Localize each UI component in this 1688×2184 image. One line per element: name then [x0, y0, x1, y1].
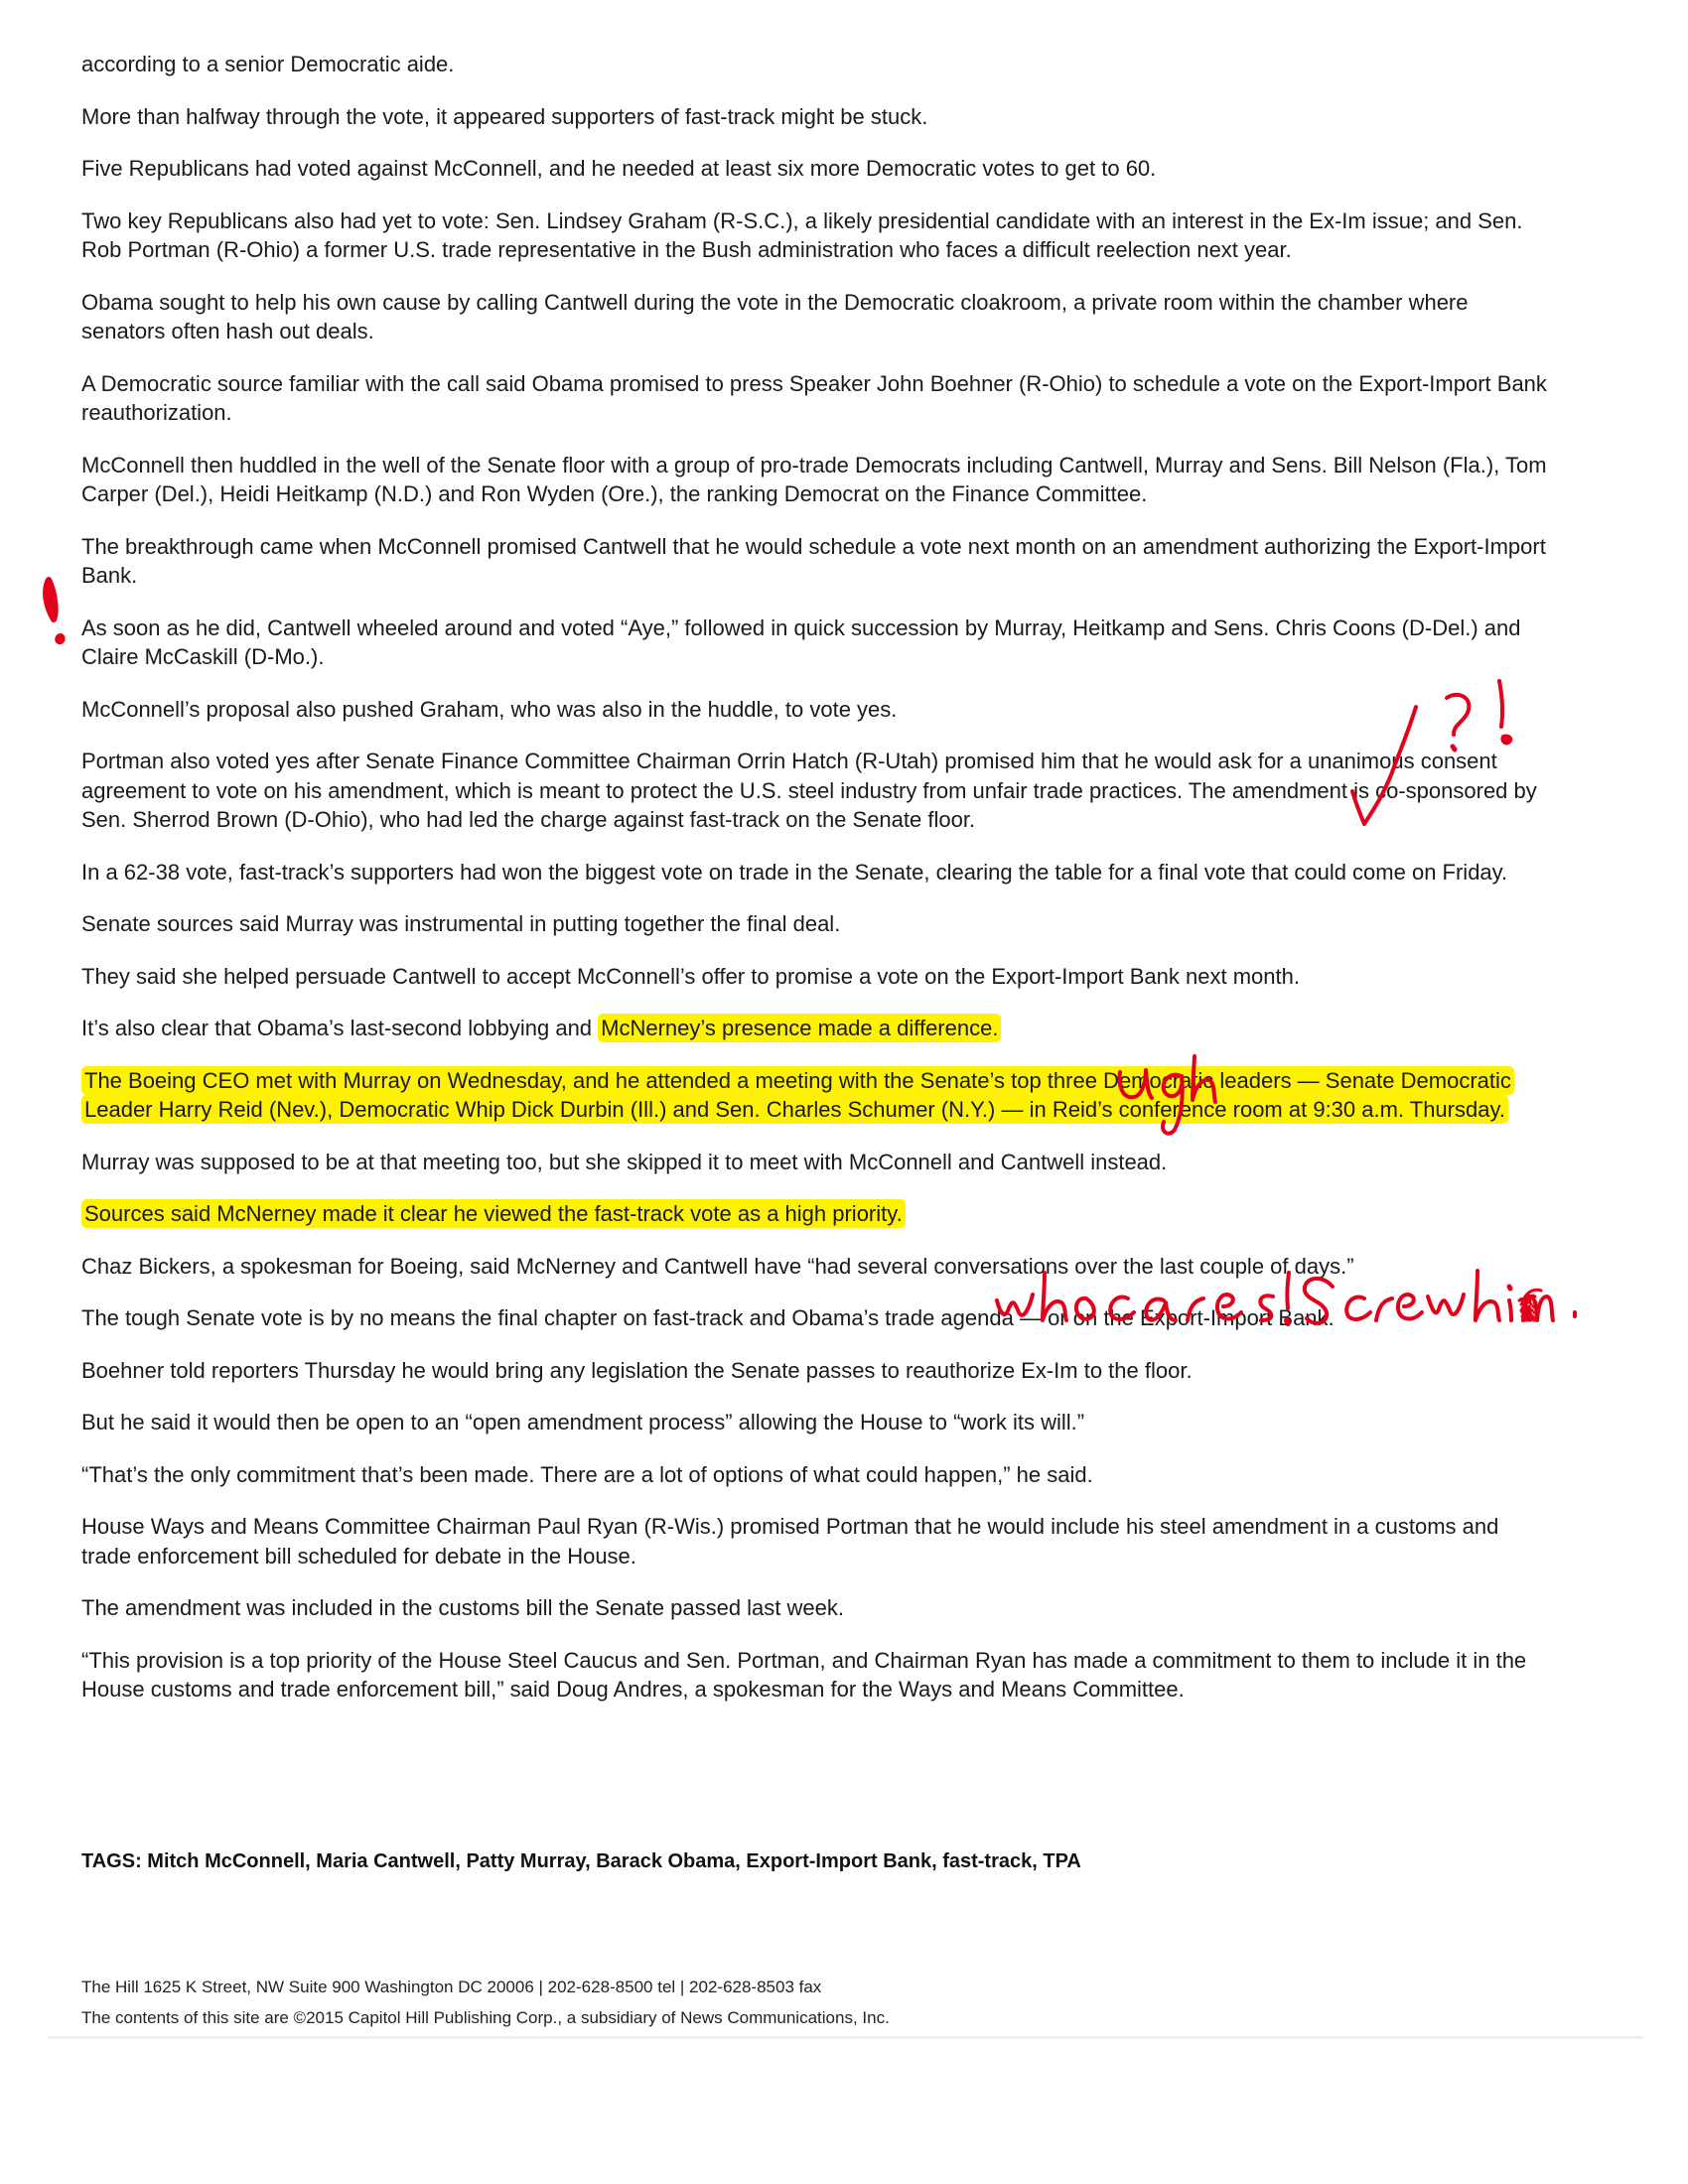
highlighted-text: McNerney’s presence made a difference.	[598, 1014, 1001, 1042]
paragraph-text: McConnell’s proposal also pushed Graham, who was also in the huddle, to vote yes.	[81, 696, 898, 722]
paragraph-text: “This provision is a top priority of the House Steel Caucus and Sen. Portman, and Chairman Ryan has made a commitment to them to include it in the House customs and trade enforcement bill,” said Doug Andres, a spokesman for the Ways and Means Committee.	[81, 1647, 1527, 1702]
paragraph-text: Senate sources said Murray was instrumental in putting together the final deal.	[81, 911, 841, 936]
article-tags: TAGS: Mitch McConnell, Maria Cantwell, Patty Murray, Barack Obama, Export-Import Bank, fast-track, TPA	[81, 1850, 1081, 1872]
footer-address: The Hill 1625 K Street, NW Suite 900 Washington DC 20006 | 202-628-8500 tel | 202-628-8503 fax	[81, 1978, 822, 1996]
paragraph-text: House Ways and Means Committee Chairman Paul Ryan (R-Wis.) promised Portman that he would include his steel amendment in a customs and trade enforcement bill scheduled for debate in the House.	[81, 1514, 1499, 1569]
paragraph-text: More than halfway through the vote, it appeared supporters of fast-track might be stuck.	[81, 103, 928, 129]
paragraph-text: As soon as he did, Cantwell wheeled around and voted “Aye,” followed in quick succession by Murray, Heitkamp and Sens. Chris Coons (D-Del.) and Claire McCaskill (D-Mo.).	[81, 614, 1521, 669]
paragraph-text: Portman also voted yes after Senate Finance Committee Chairman Orrin Hatch (R-Utah) promised him that he would ask for a unanimous consent agreement to vote on his amendment, which is meant to protect the U.S. steel industry from unfair trade practices. The amendment is co-sponsored by Sen. Sherrod Brown (D-Ohio), who had led the charge against fast-track on the Senate floor.	[81, 749, 1537, 832]
paragraph-text: A Democratic source familiar with the call said Obama promised to press Speaker John Boehner (R-Ohio) to schedule a vote on the Export-Import Bank reauthorization.	[81, 370, 1547, 425]
who-cares-screw-him-annotation	[997, 1271, 1575, 1323]
paragraph-text: The breakthrough came when McConnell promised Cantwell that he would schedule a vote next month on an amendment authorizing the Export-Import Bank.	[81, 533, 1546, 588]
paragraph-text: according to a senior Democratic aide.	[81, 52, 455, 76]
paragraph-text: Obama sought to help his own cause by calling Cantwell during the vote in the Democratic cloakroom, a private room within the chamber where senators often hash out deals.	[81, 289, 1469, 343]
paragraph-text: The tough Senate vote is by no means the final chapter on fast-track and Obama’s trade agenda — or on the Export-Import Bank.	[81, 1305, 1335, 1330]
paragraph-text: The amendment was included in the customs bill the Senate passed last week.	[81, 1595, 844, 1620]
paragraph-text: “That’s the only commitment that’s been made. There are a lot of options of what could happen,” he said.	[81, 1461, 1093, 1487]
ugh-annotation	[1120, 1056, 1215, 1134]
footer-copyright: The contents of this site are ©2015 Capitol Hill Publishing Corp., a subsidiary of News Communications, Inc.	[81, 2008, 890, 2027]
highlighted-text: Sources said McNerney made it clear he viewed the fast-track vote as a high priority.	[81, 1199, 906, 1228]
paragraph-text: Two key Republicans also had yet to vote: Sen. Lindsey Graham (R-S.C.), a likely presidential candidate with an interest in the Ex-Im issue; and Sen. Rob Portman (R-Ohio) a former U.S. trade representative in the Bush administration who faces a difficult reelection next year.	[81, 207, 1523, 262]
paragraph-text: Chaz Bickers, a spokesman for Boeing, said McNerney and Cantwell have “had several conversations over the last couple of days.”	[81, 1253, 1354, 1279]
paragraph-text: It’s also clear that Obama’s last-second lobbying and	[81, 1016, 599, 1040]
paragraph-text: In a 62-38 vote, fast-track’s supporters had won the biggest vote on trade in the Senate, clearing the table for a final vote that could come on Friday.	[81, 859, 1508, 885]
paragraph-text: Murray was supposed to be at that meeting too, but she skipped it to meet with McConnell and Cantwell instead.	[81, 1149, 1168, 1174]
paragraph-text: Boehner told reporters Thursday he would bring any legislation the Senate passes to reauthorize Ex-Im to the floor.	[81, 1357, 1193, 1383]
exclamation-mark-annotation	[46, 580, 64, 642]
highlighted-text: The Boeing CEO met with Murray on Wednesday, and he attended a meeting with the Senate’s top three Democratic leaders — Senate Democratic Leader Harry Reid (Nev.), Democratic Whip Dick Durbin (Ill.) and Sen. Charles Schumer (N.Y.) — in Reid’s conference room at 9:30 a.m. Thursday.	[81, 1066, 1514, 1125]
paragraph-text: But he said it would then be open to an “open amendment process” allowing the House to “work its will.”	[81, 1410, 1085, 1434]
paragraph-text: Five Republicans had voted against McConnell, and he needed at least six more Democratic votes to get to 60.	[81, 156, 1157, 181]
paragraph-text: McConnell then huddled in the well of the Senate floor with a group of pro-trade Democrats including Cantwell, Murray and Sens. Bill Nelson (Fla.), Tom Carper (Del.), Heidi Heitkamp (N.D.) and Ron Wyden (Ore.), the ranking Democrat on the Finance Committee.	[81, 452, 1547, 506]
question-exclamation-annotation	[1352, 681, 1510, 824]
paragraph-text: They said she helped persuade Cantwell to accept McConnell’s offer to promise a vote on the Export-Import Bank next month.	[81, 963, 1300, 989]
